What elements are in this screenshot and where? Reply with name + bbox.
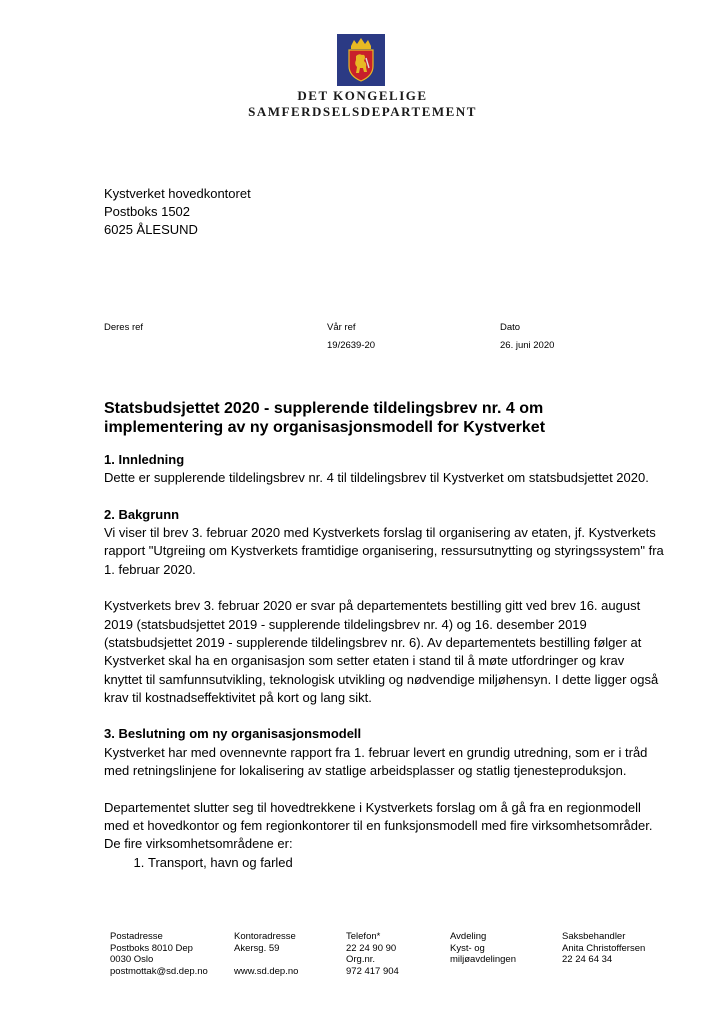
footer-label: Telefon* — [346, 931, 381, 942]
coat-of-arms-icon — [337, 34, 385, 86]
var-ref-value: 19/2639-20 — [327, 340, 376, 351]
recipient-address — [104, 185, 251, 239]
dato-label: Dato — [500, 322, 521, 333]
footer-case-officer — [562, 931, 645, 966]
var-ref-label: Vår ref — [327, 322, 356, 333]
footer-text: 972 417 904 — [346, 965, 399, 977]
deres-ref — [104, 319, 143, 337]
recipient-name: Kystverket hovedkontoret — [104, 186, 251, 201]
dato — [500, 319, 554, 355]
section-heading: 3. Beslutning om ny organisasjonsmodell — [104, 726, 362, 742]
section-heading: 2. Bakgrunn — [104, 506, 180, 522]
footer-label: Avdeling — [450, 931, 487, 942]
footer-text: Postboks 8010 Dep — [110, 942, 193, 954]
department-name-line1: DET KONGELIGE — [297, 88, 428, 103]
recipient-city: 6025 ÅLESUND — [104, 222, 198, 237]
footer-email-link[interactable]: postmottak@sd.dep.no — [110, 965, 208, 977]
footer-label: Kontoradresse — [234, 931, 296, 942]
recipient-street: Postboks 1502 — [104, 204, 191, 219]
paragraph: Kystverket har med ovennevnte rapport fra 1. februar levert en grundig utredning, som er i tråd med retningslinjene for lokalisering av statlige arbeidsplasser og statlig tjenesteproduksjon. — [104, 744, 648, 779]
footer-text: Akersg. 59 — [234, 942, 280, 954]
paragraph: Departementet slutter seg til hovedtrekkene i Kystverkets forslag om å gå fra en regionmodell med et hovedkontor og fem regionkontorer til en funksjonsmodell med fire virksomhetsområder. De fire virksomhetsområdene er: — [104, 799, 653, 852]
footer-web-link[interactable]: www.sd.dep.no — [234, 965, 299, 977]
paragraph: Kystverkets brev 3. februar 2020 er svar på departementets bestilling gitt ved brev 16. august 2019 (statsbudsjettet 2019 - supplerende tildelingsbrev nr. 4) og 16. desember 2019 (statsbudsjettet 2019 - supplerende tildelingsbrev nr. 6). Av departementets bestilling følger at Kystverket skal ha en organisasjon som setter etaten i stand til å møte utfordringer og krav knyttet til samfunnsutvikling, teknologisk utvikling og nødvendige miljøhensyn. I dette ligger også krav til kostnadseffektivitet på kort og lang sikt. — [104, 598, 659, 705]
footer-department — [450, 931, 516, 966]
paragraph: Dette er supplerende tildelingsbrev nr. 4 til tildelingsbrev til Kystverket om statsbudsjettet 2020. — [104, 470, 649, 486]
footer-phone — [346, 931, 399, 977]
footer-text: Org.nr. — [346, 954, 376, 965]
list-item: 1. Transport, havn og farled — [148, 854, 664, 872]
footer-text: 22 24 64 34 — [562, 954, 613, 965]
dato-value: 26. juni 2020 — [500, 340, 555, 351]
footer-text: miljøavdelingen — [450, 954, 517, 965]
section-heading: 1. Innledning — [104, 452, 185, 467]
footer-text: Anita Christoffersen — [562, 942, 646, 954]
deres-ref-label: Deres ref — [104, 322, 144, 333]
footer-label: Postadresse — [110, 931, 163, 942]
letter-body — [104, 451, 664, 872]
footer-text: 0030 Oslo — [110, 954, 154, 965]
footer-office — [234, 931, 298, 977]
var-ref — [327, 319, 375, 355]
business-areas-list — [104, 854, 664, 872]
department-name-line2: SAMFERDSELSDEPARTEMENT — [248, 104, 477, 119]
paragraph: Vi viser til brev 3. februar 2020 med Kystverkets forslag til organisering av etaten, jf. Kystverkets rapport "Utgreiing om Kystverkets framtidige organisering, ressursutnytting og styringssystem" fra 1. februar 2020. — [104, 525, 664, 577]
footer-text: 22 24 90 90 — [346, 942, 397, 954]
footer-text: Kyst- og — [450, 942, 485, 954]
footer-text — [234, 954, 298, 966]
footer-postal — [110, 931, 208, 977]
letter-title: Statsbudsjettet 2020 - supplerende tildelingsbrev nr. 4 om implementering av ny organisasjonsmodell for Kystverket — [104, 400, 546, 436]
footer-label: Saksbehandler — [562, 931, 626, 942]
